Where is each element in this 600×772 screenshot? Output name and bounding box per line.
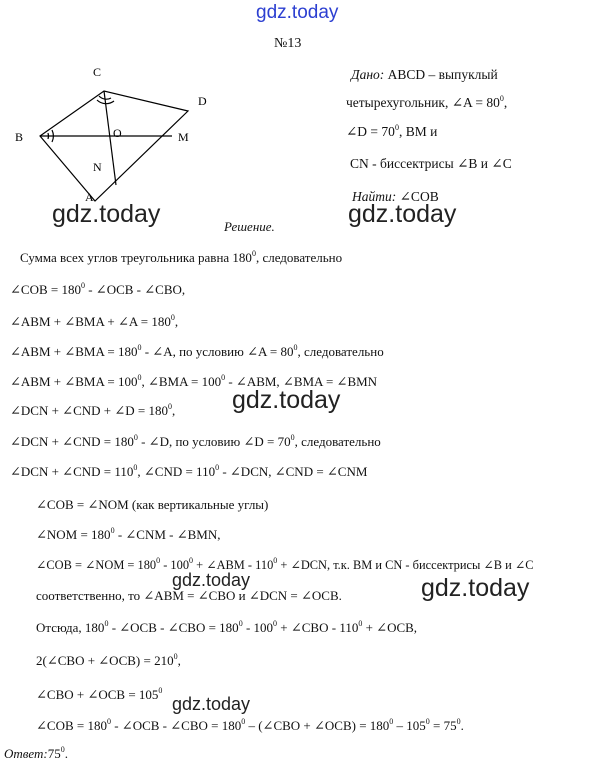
- solution-line: [36, 557, 534, 573]
- solution-line: [36, 653, 181, 669]
- watermark-3: gdz.today: [232, 386, 341, 414]
- text-segment: ∠COB = ∠NOM (как вертикальные углы): [36, 497, 269, 512]
- text-segment: , следовательно: [297, 344, 384, 359]
- text-segment: – (∠CBO + ∠OCB) = 180: [245, 718, 390, 733]
- text-segment: 2(∠CBO + ∠OCB) = 210: [36, 653, 174, 668]
- text-segment: - ∠DCN, ∠CND = ∠CNM: [219, 464, 368, 479]
- find-line: [352, 190, 439, 204]
- solution-line: [36, 687, 162, 703]
- degree-sup: 0: [133, 433, 138, 442]
- text-segment: - ∠OCB - ∠CBO = 180: [110, 718, 242, 733]
- text-segment: , следовательно: [255, 250, 343, 265]
- find-label: Найти:: [352, 189, 397, 204]
- degree-sup: 0: [389, 717, 394, 726]
- text-segment: - ∠D, по условию ∠D = 70: [137, 434, 291, 449]
- given-line-2: [346, 96, 507, 110]
- degree-sup: 0: [137, 373, 142, 382]
- text-segment: ∠NOM = 180: [36, 527, 111, 542]
- answer-value: 75: [47, 746, 61, 761]
- text-segment: соответственно, то ∠ABM = ∠CBO и ∠DCN = ∠OCB.: [36, 588, 342, 603]
- degree-sup: 0: [293, 343, 298, 352]
- solution-title: Решение.: [224, 219, 275, 234]
- label-d: D: [198, 94, 207, 108]
- problem-number: №13: [274, 36, 302, 51]
- degree-sup: 0: [106, 717, 111, 726]
- degree-sup: 0: [137, 343, 142, 352]
- text-segment: – 105: [393, 718, 426, 733]
- text-segment: - ∠A, по условию ∠A = 80: [141, 344, 294, 359]
- sup: 0: [60, 745, 65, 754]
- solution-line: [36, 588, 342, 604]
- given-text: ABCD – выпуклый: [384, 67, 498, 82]
- label-c: C: [93, 65, 102, 79]
- solution-line: [36, 497, 268, 513]
- given-label: Дано:: [351, 67, 385, 82]
- text-segment: ,: [171, 403, 176, 418]
- text-segment: - ∠OCB - ∠CBO = 180: [108, 620, 239, 635]
- watermark-6: gdz.today: [172, 694, 251, 714]
- text-segment: Отсюда, 180: [36, 620, 105, 635]
- solution-line: [10, 344, 384, 360]
- solution-line: [10, 464, 367, 480]
- text-segment: ∠ABM + ∠BMA = 180: [10, 344, 138, 359]
- text-segment: + ∠OCB,: [362, 620, 418, 635]
- answer-line: [4, 746, 68, 762]
- degree-sup: 0: [170, 313, 175, 322]
- text-segment: - 100: [160, 558, 190, 572]
- solution-line: [36, 718, 464, 734]
- sup: 0: [499, 94, 504, 103]
- degree-sup: 0: [238, 619, 243, 628]
- solution-line: [36, 620, 417, 636]
- solution-line: [20, 250, 342, 266]
- degree-sup: 0: [358, 619, 363, 628]
- text-segment: - 100: [242, 620, 274, 635]
- given-angle-d: ∠D = 70: [346, 124, 395, 139]
- text-segment: ∠DCN + ∠CND + ∠D = 180: [10, 403, 168, 418]
- given-quad: четырехугольник, ∠A = 80: [346, 95, 500, 110]
- text-segment: ∠DCN + ∠CND = 110: [10, 464, 134, 479]
- text-segment: ∠DCN + ∠CND = 180: [10, 434, 134, 449]
- label-o: O: [113, 126, 122, 140]
- label-b: B: [15, 130, 24, 144]
- degree-sup: 0: [425, 717, 430, 726]
- degree-sup: 0: [158, 686, 163, 695]
- degree-sup: 0: [104, 619, 109, 628]
- text-segment: ∠ABM + ∠BMA + ∠A = 180: [10, 314, 171, 329]
- text-segment: ,: [177, 653, 181, 668]
- degree-sup: 0: [221, 373, 226, 382]
- solution-line: [10, 434, 381, 450]
- text-segment: ,: [174, 314, 179, 329]
- degree-sup: 0: [456, 717, 461, 726]
- answer-label: Ответ:: [4, 746, 48, 761]
- degree-sup: 0: [251, 249, 256, 258]
- degree-sup: 0: [167, 402, 172, 411]
- label-m: M: [178, 130, 189, 144]
- text-segment: ∠ABM + ∠BMA = 100: [10, 374, 138, 389]
- solution-line: [10, 314, 178, 330]
- text-segment: , следовательно: [294, 434, 381, 449]
- text-segment: ∠CBO + ∠OCB = 105: [36, 687, 159, 702]
- watermark-4: gdz.today: [172, 570, 251, 590]
- text-segment: - ∠OCB - ∠CBO,: [84, 282, 186, 297]
- degree-sup: 0: [241, 717, 246, 726]
- solution-line: [10, 374, 377, 390]
- solution-line: [36, 527, 221, 543]
- text-segment: - ∠CNM - ∠BMN,: [114, 527, 221, 542]
- sup: 0: [394, 123, 399, 132]
- degree-sup: 0: [156, 556, 161, 565]
- label-a: A: [85, 190, 94, 204]
- solution-line: [10, 282, 185, 298]
- text-segment: + ∠CBO - 110: [277, 620, 359, 635]
- given-line-1: [351, 68, 498, 82]
- find-text: ∠COB: [396, 189, 439, 204]
- text-segment: , ∠CND = 110: [137, 464, 216, 479]
- degree-sup: 0: [80, 281, 85, 290]
- punct: .: [64, 746, 68, 761]
- given-bm: , BM и: [398, 124, 438, 139]
- text-segment: - ∠ABM, ∠BMA = ∠BMN: [225, 374, 378, 389]
- degree-sup: 0: [189, 556, 194, 565]
- text-segment: ∠COB = 180: [36, 718, 107, 733]
- quadrilateral-outline: [40, 91, 188, 201]
- degree-sup: 0: [110, 526, 115, 535]
- text-segment: + ∠DCN, т.к. BM и CN - биссектрисы ∠B и ∠C: [277, 558, 534, 572]
- degree-sup: 0: [173, 652, 178, 661]
- degree-sup: 0: [273, 556, 278, 565]
- degree-sup: 0: [215, 463, 220, 472]
- text-segment: = 75: [429, 718, 457, 733]
- text-segment: Сумма всех углов треугольника равна 180: [20, 250, 252, 265]
- watermark-5: gdz.today: [421, 574, 530, 602]
- solution-line: [10, 403, 175, 419]
- text-segment: , ∠BMA = 100: [141, 374, 222, 389]
- text-segment: ∠COB = ∠NOM = 180: [36, 558, 157, 572]
- given-line-3: [346, 125, 437, 139]
- text-segment: .: [460, 718, 464, 733]
- degree-sup: 0: [290, 433, 295, 442]
- degree-sup: 0: [273, 619, 278, 628]
- given-line-4: CN - биссектрисы ∠B и ∠C: [350, 156, 512, 171]
- label-n: N: [93, 160, 102, 174]
- watermark-1: gdz.today: [52, 200, 161, 228]
- punct: ,: [503, 95, 508, 110]
- text-segment: ∠COB = 180: [10, 282, 81, 297]
- quadrilateral-figure: [0, 55, 340, 215]
- degree-sup: 0: [133, 463, 138, 472]
- watermark-2: gdz.today: [348, 200, 457, 228]
- text-segment: + ∠ABM - 110: [193, 558, 274, 572]
- watermark-top: gdz.today: [256, 2, 339, 23]
